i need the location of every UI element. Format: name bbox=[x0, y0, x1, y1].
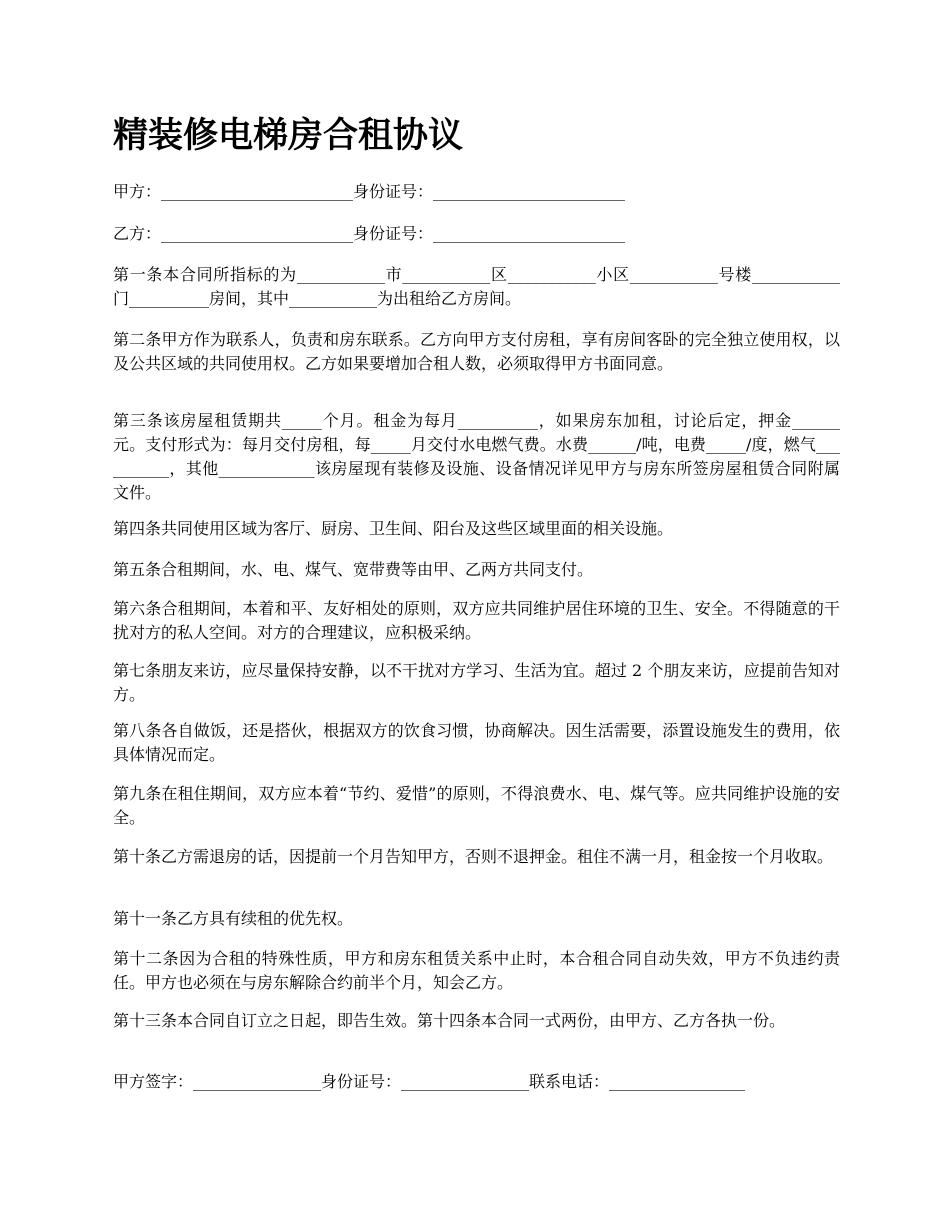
article-12: 第十二条因为合租的特殊性质，甲方和房东租赁关系中止时，本合租合同自动失效，甲方不负违约责任。甲方也必须在与房东解除合约前半个月，知会乙方。 bbox=[113, 949, 840, 992]
article-2: 第二条甲方作为联系人，负责和房东联系。乙方向甲方支付房租，享有房间客卧的完全独立使用权，以及公共区域的共同使用权。乙方如果要增加合租人数，必须取得甲方书面同意。 bbox=[113, 330, 840, 373]
article-9: 第九条在租住期间，双方应本着“节约、爱惜”的原则，不得浪费水、电、煤气等。应共同维护设施的安全。 bbox=[113, 784, 840, 827]
party-b-line: 乙方：________________________身份证号：________________________ bbox=[113, 224, 626, 243]
party-a-line: 甲方：________________________身份证号：________________________ bbox=[113, 182, 626, 201]
article-1: 第一条本合同所指标的为___________市___________区___________小区___________号楼___________门__________房间，其中___________为出租给乙方房间。 bbox=[113, 265, 840, 308]
article-8: 第八条各自做饭，还是搭伙，根据双方的饮食习惯，协商解决。因生活需要，添置设施发生的费用，依具体情况而定。 bbox=[113, 721, 840, 764]
article-13: 第十三条本合同自订立之日起，即告生效。第十四条本合同一式两份，由甲方、乙方各执一份。 bbox=[113, 1011, 786, 1030]
article-7: 第七条朋友来访，应尽量保持安静，以不干扰对方学习、生活为宜。超过 2 个朋友来访，应提前告知对方。 bbox=[113, 661, 840, 704]
article-5: 第五条合租期间，水、电、煤气、宽带费等由甲、乙两方共同支付。 bbox=[113, 560, 594, 579]
article-10: 第十条乙方需退房的话，因提前一个月告知甲方，否则不退押金。租住不满一月，租金按一个月收取。 bbox=[113, 847, 834, 866]
document-title: 精装修电梯房合租协议 bbox=[113, 116, 464, 156]
signature-line: 甲方签字：________________身份证号：________________联系电话：_________________ bbox=[113, 1072, 746, 1091]
article-3: 第三条该房屋租赁期共_____个月。租金为每月__________，如果房东加租，讨论后定，押金______元。支付形式为：每月交付房租，每_____月交付水电燃气费。水费______/吨，电费_____/度，燃气__________，其他____________该房屋现有装修及设施、设备情况详见甲方与房东所签房屋租赁合同附属文件。 bbox=[113, 411, 840, 502]
article-4: 第四条共同使用区域为客厅、厨房、卫生间、阳台及这些区域里面的相关设施。 bbox=[113, 519, 674, 538]
article-11: 第十一条乙方具有续租的优先权。 bbox=[113, 909, 354, 928]
article-6: 第六条合租期间，本着和平、友好相处的原则，双方应共同维护居住环境的卫生、安全。不得随意的干扰对方的私人空间。对方的合理建议，应积极采纳。 bbox=[113, 599, 840, 642]
